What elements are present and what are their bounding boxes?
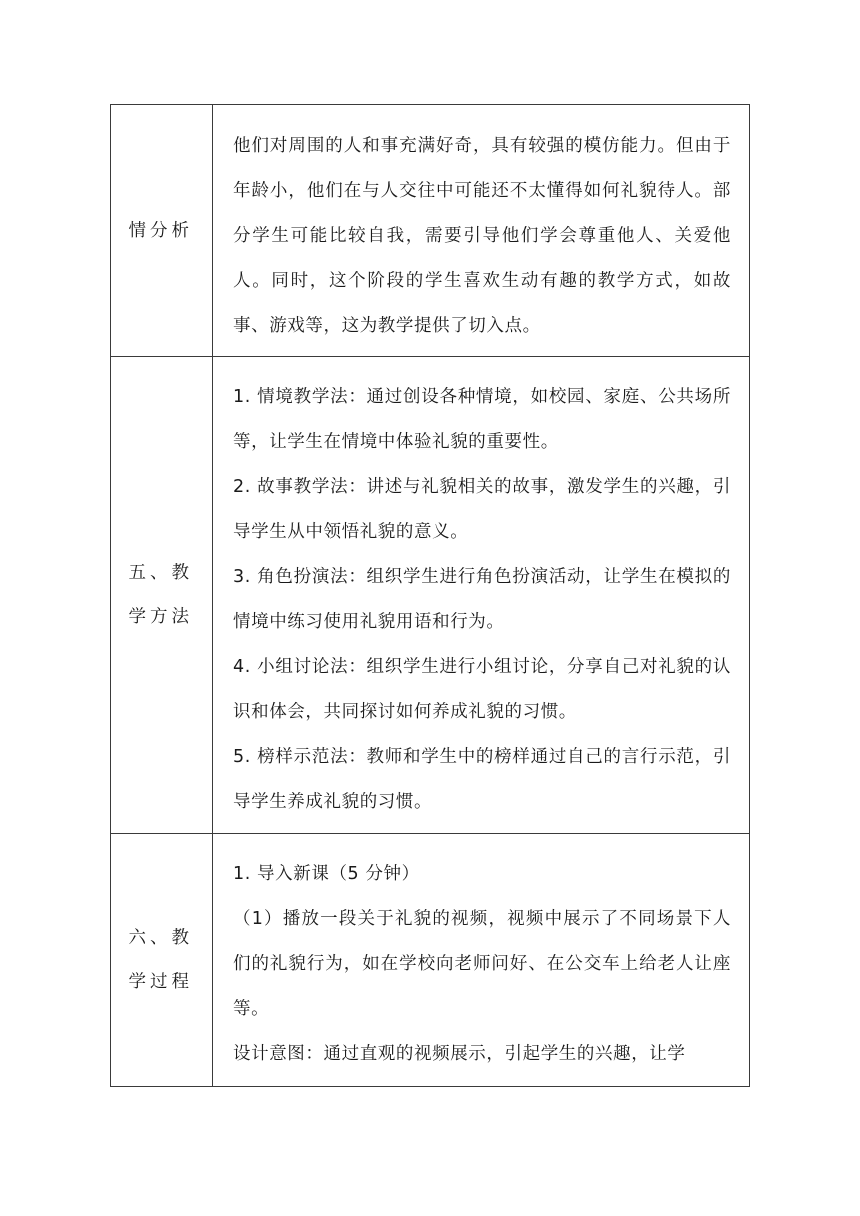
paragraph: 3. 角色扮演法：组织学生进行角色扮演活动，让学生在模拟的情境中练习使用礼貌用语和行为。 xyxy=(233,567,731,632)
lesson-plan-table xyxy=(110,104,750,1087)
row-label: 五、教学方法 xyxy=(128,563,193,627)
table-row-student-analysis xyxy=(111,105,750,357)
row-label-cell xyxy=(111,105,213,357)
paragraph: 1. 导入新课（5 分钟） xyxy=(233,863,420,884)
row-label: 六、教学过程 xyxy=(128,928,193,992)
row-label-cell xyxy=(111,834,213,1087)
paragraph: 2. 故事教学法：讲述与礼貌相关的故事，激发学生的兴趣，引导学生从中领悟礼貌的意义。 xyxy=(233,477,731,542)
row-content-cell xyxy=(213,105,750,357)
paragraph: （1）播放一段关于礼貌的视频，视频中展示了不同场景下人们的礼貌行为，如在学校向老师问好、在公交车上给老人让座等。 xyxy=(233,908,731,1019)
table-row-teaching-methods xyxy=(111,357,750,834)
paragraph: 设计意图：通过直观的视频展示，引起学生的兴趣，让学 xyxy=(233,1043,686,1064)
paragraph: 他们对周围的人和事充满好奇，具有较强的模仿能力。但由于年龄小，他们在与人交往中可能还不太懂得如何礼貌待人。部分学生可能比较自我，需要引导他们学会尊重他人、关爱他人。同时，这个阶段的学生喜欢生动有趣的教学方式，如故事、游戏等，这为教学提供了切入点。 xyxy=(233,136,731,336)
row-content-cell xyxy=(213,834,750,1087)
paragraph: 4. 小组讨论法：组织学生进行小组讨论，分享自己对礼貌的认识和体会，共同探讨如何养成礼貌的习惯。 xyxy=(233,657,731,722)
row-label: 情分析 xyxy=(128,220,193,241)
row-label-cell xyxy=(111,357,213,834)
paragraph: 1. 情境教学法：通过创设各种情境，如校园、家庭、公共场所等，让学生在情境中体验礼貌的重要性。 xyxy=(233,387,731,452)
row-content-cell xyxy=(213,357,750,834)
table-row-teaching-process xyxy=(111,834,750,1087)
paragraph: 5. 榜样示范法：教师和学生中的榜样通过自己的言行示范，引导学生养成礼貌的习惯。 xyxy=(233,747,731,812)
